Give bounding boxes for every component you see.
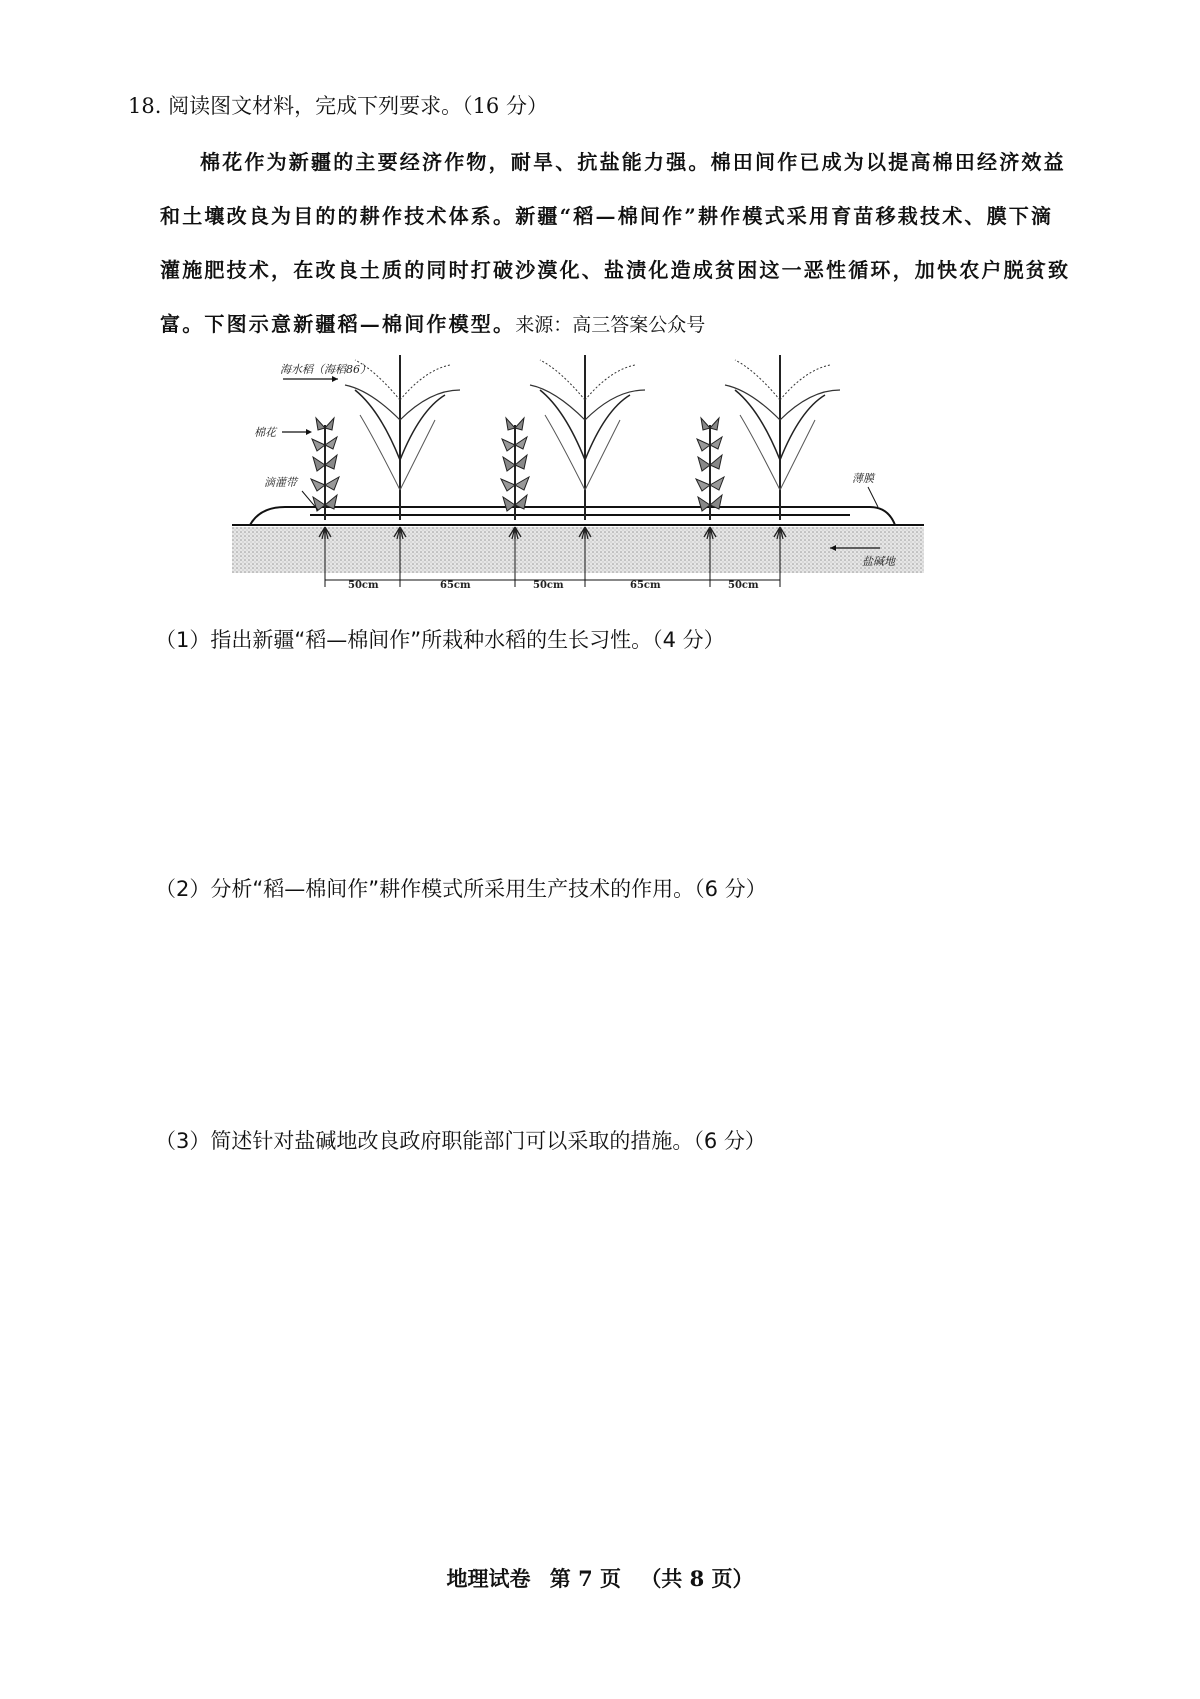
spacing-label: 50cm [533, 580, 564, 591]
label-rice: 海水稻（海稻86） [280, 363, 371, 376]
intercropping-diagram [0, 355, 1200, 655]
sub-question-2: （2）分析“稻—棉间作”耕作模式所采用生产技术的作用。（6 分） [155, 877, 767, 901]
sub-question-1: （1）指出新疆“稻—棉间作”所栽种水稻的生长习性。（4 分） [155, 628, 725, 652]
footer-total: （共 8 页） [640, 1566, 754, 1591]
diagram-svg [0, 355, 1200, 655]
rice-plant [725, 355, 840, 520]
footer-subject: 地理试卷 [446, 1566, 531, 1591]
label-film: 薄膜 [852, 472, 874, 485]
cotton-plant [696, 418, 724, 520]
arrowhead-icon [332, 376, 338, 382]
material-paragraph [160, 135, 1075, 352]
rice-plant [345, 355, 460, 520]
saline-soil-area [232, 527, 924, 573]
question-title: 18. 阅读图文材料，完成下列要求。（16 分） [128, 94, 548, 118]
spacing-label: 50cm [348, 580, 379, 591]
rice-plant [530, 355, 645, 520]
arrowhead-icon [306, 429, 312, 435]
sub-question-3: （3）简述针对盐碱地改良政府职能部门可以采取的措施。（6 分） [155, 1129, 766, 1153]
leader-film [868, 487, 878, 507]
cotton-plant [311, 418, 339, 520]
material-text: 棉花作为新疆的主要经济作物，耐旱、抗盐能力强。棉田间作已成为以提高棉田经济效益和土壤改良为目的的耕作技术体系。新疆“稻—棉间作”耕作模式采用育苗移栽技术、膜下滴灌施肥技术，在改良土质的同时打破沙漠化、盐渍化造成贫困这一恶性循环，加快农户脱贫致富。下图示意新疆稻—棉间作模型。 [160, 150, 1071, 336]
spacing-label: 65cm [440, 580, 471, 591]
footer-page: 第 7 页 [549, 1566, 621, 1591]
label-drip-tape: 滴灌带 [264, 476, 297, 489]
spacing-label: 65cm [630, 580, 661, 591]
label-saline-soil: 盐碱地 [862, 555, 895, 568]
spacing-label: 50cm [728, 580, 759, 591]
label-cotton: 棉花 [254, 426, 276, 439]
page-footer [0, 1563, 1200, 1593]
source-note: 来源：高三答案公众号 [515, 314, 706, 336]
cotton-plant [501, 418, 529, 520]
